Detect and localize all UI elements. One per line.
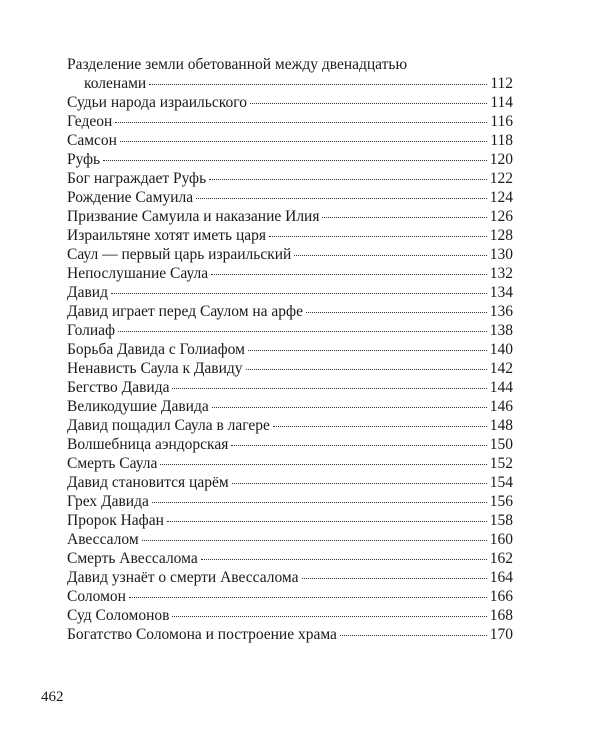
toc-entry-page: 158 — [489, 512, 513, 529]
toc-entry-title: Давид играет перед Саулом на арфе — [67, 303, 303, 320]
dot-leader — [302, 578, 487, 579]
toc-entry-page: 150 — [489, 436, 513, 453]
dot-leader — [248, 350, 487, 351]
toc-entry-page: 170 — [489, 626, 513, 643]
toc-entry — [67, 302, 513, 321]
page-number: 462 — [41, 689, 64, 705]
dot-leader — [209, 179, 487, 180]
toc-entry-title: Давид узнаёт о смерти Авессалома — [67, 569, 299, 586]
toc-entry-title: Непослушание Саула — [67, 265, 209, 282]
toc-entry — [67, 340, 513, 359]
toc-entry-page: 136 — [489, 303, 513, 320]
toc-entry-page: 140 — [489, 341, 513, 358]
dot-leader — [269, 236, 487, 237]
toc-entry-title: Авессалом — [67, 531, 139, 548]
toc-entry-title: Гедеон — [67, 113, 113, 130]
toc-entry — [67, 587, 513, 606]
toc-entry-title: Грех Давида — [67, 493, 149, 510]
toc-entry — [67, 454, 513, 473]
toc-entry — [67, 625, 513, 644]
toc-entry — [67, 378, 513, 397]
dot-leader — [322, 217, 486, 218]
dot-leader — [231, 445, 486, 446]
toc-entry-title: Волшебница аэндорская — [67, 436, 229, 453]
toc-entry — [67, 226, 513, 245]
toc-entry — [67, 492, 513, 511]
dot-leader — [142, 540, 487, 541]
toc-entry — [67, 549, 513, 568]
dot-leader — [273, 426, 487, 427]
toc-entry — [67, 112, 513, 131]
toc-entry — [67, 93, 513, 112]
toc-entry — [67, 131, 513, 150]
toc-entry-title: Давид становится царём — [67, 474, 229, 491]
dot-leader — [118, 331, 487, 332]
toc-entry-title: Судьи народа израильского — [67, 94, 247, 111]
toc-entry-page: 142 — [489, 360, 513, 377]
toc-entry — [67, 188, 513, 207]
dot-leader — [160, 464, 486, 465]
toc-entry — [67, 245, 513, 264]
toc-entry — [67, 321, 513, 340]
dot-leader — [250, 103, 487, 104]
dot-leader — [172, 616, 486, 617]
toc-entry — [67, 435, 513, 454]
toc-entry-title: Призвание Самуила и наказание Илия — [67, 208, 320, 225]
toc-entry — [67, 473, 513, 492]
toc-entry-page: 160 — [489, 531, 513, 548]
toc-entry-page: 168 — [489, 607, 513, 624]
dot-leader — [129, 597, 487, 598]
toc-entry-title: Великодушие Давида — [67, 398, 209, 415]
toc-entry-page: 112 — [490, 75, 513, 92]
toc-entry-title: Голиаф — [67, 322, 116, 339]
toc-entry-page: 152 — [489, 455, 513, 472]
toc-entry-page: 114 — [490, 94, 513, 111]
dot-leader — [103, 160, 487, 161]
toc-entry — [67, 397, 513, 416]
dot-leader — [149, 84, 487, 85]
toc-entry-title: Самсон — [67, 132, 117, 149]
toc-entry-page: 132 — [489, 265, 513, 282]
toc-entry-page: 146 — [489, 398, 513, 415]
dot-leader — [306, 312, 487, 313]
toc-entry-page: 134 — [489, 284, 513, 301]
toc-entry-page: 126 — [489, 208, 513, 225]
dot-leader — [152, 502, 487, 503]
toc-entry-page: 120 — [489, 151, 513, 168]
dot-leader — [120, 141, 487, 142]
toc-entry-page: 164 — [489, 569, 513, 586]
toc-entry-title: Пророк Нафан — [67, 512, 164, 529]
toc-entry-title: Израильтяне хотят иметь царя — [67, 227, 267, 244]
toc-entry — [67, 264, 513, 283]
toc-entry — [67, 207, 513, 226]
dot-leader — [294, 255, 486, 256]
toc-entry-page: 118 — [490, 132, 513, 149]
dot-leader — [115, 122, 487, 123]
toc-entry — [67, 283, 513, 302]
toc-entry — [67, 568, 513, 587]
toc-entry — [67, 530, 513, 549]
toc-entry-title: Суд Соломонов — [67, 607, 170, 624]
toc-entry-page: 154 — [489, 474, 513, 491]
dot-leader — [167, 521, 487, 522]
toc-entry-page: 144 — [489, 379, 513, 396]
toc-entry-page: 166 — [489, 588, 513, 605]
toc-entry-page: 148 — [489, 417, 513, 434]
toc-entry-title: Смерть Саула — [67, 455, 158, 472]
toc-entry-title: Богатство Соломона и построение храма — [67, 626, 337, 643]
toc-entry-page: 128 — [489, 227, 513, 244]
dot-leader — [201, 559, 487, 560]
dot-leader — [232, 483, 487, 484]
toc-entry-page: 122 — [489, 170, 513, 187]
toc-entry-title: Соломон — [67, 588, 126, 605]
toc-entry — [67, 169, 513, 188]
table-of-contents — [67, 55, 513, 644]
toc-entry-title: Руфь — [67, 151, 101, 168]
toc-entry — [67, 150, 513, 169]
toc-entry-page: 124 — [489, 189, 513, 206]
dot-leader — [211, 274, 487, 275]
toc-entry — [67, 359, 513, 378]
toc-entry-title: Смерть Авессалома — [67, 550, 198, 567]
dot-leader — [111, 293, 487, 294]
toc-entry-page: 116 — [490, 113, 513, 130]
toc-entry-title: Рождение Самуила — [67, 189, 194, 206]
dot-leader — [196, 198, 487, 199]
toc-entry-page: 156 — [489, 493, 513, 510]
dot-leader — [212, 407, 487, 408]
toc-entry-title: Разделение земли обетованной между двенадцатью — [67, 56, 408, 73]
toc-entry-title: Давид пощадил Саула в лагере — [67, 417, 270, 434]
dot-leader — [172, 388, 486, 389]
toc-entry-title: Саул — первый царь израильский — [67, 246, 292, 263]
toc-entry-title: Давид — [67, 284, 108, 301]
dot-leader — [246, 369, 487, 370]
toc-entry-title: Бегство Давида — [67, 379, 170, 396]
toc-entry-title: Бог награждает Руфь — [67, 170, 207, 187]
toc-entry — [67, 55, 513, 93]
toc-entry-title: Ненависть Саула к Давиду — [67, 360, 243, 377]
toc-entry — [67, 511, 513, 530]
toc-entry-title: Борьба Давида с Голиафом — [67, 341, 245, 358]
toc-entry-page: 162 — [489, 550, 513, 567]
toc-entry — [67, 606, 513, 625]
toc-entry-page: 138 — [489, 322, 513, 339]
toc-entry-page: 130 — [489, 246, 513, 263]
dot-leader — [340, 635, 487, 636]
toc-entry — [67, 416, 513, 435]
toc-entry-title-continued: коленами — [84, 75, 147, 92]
